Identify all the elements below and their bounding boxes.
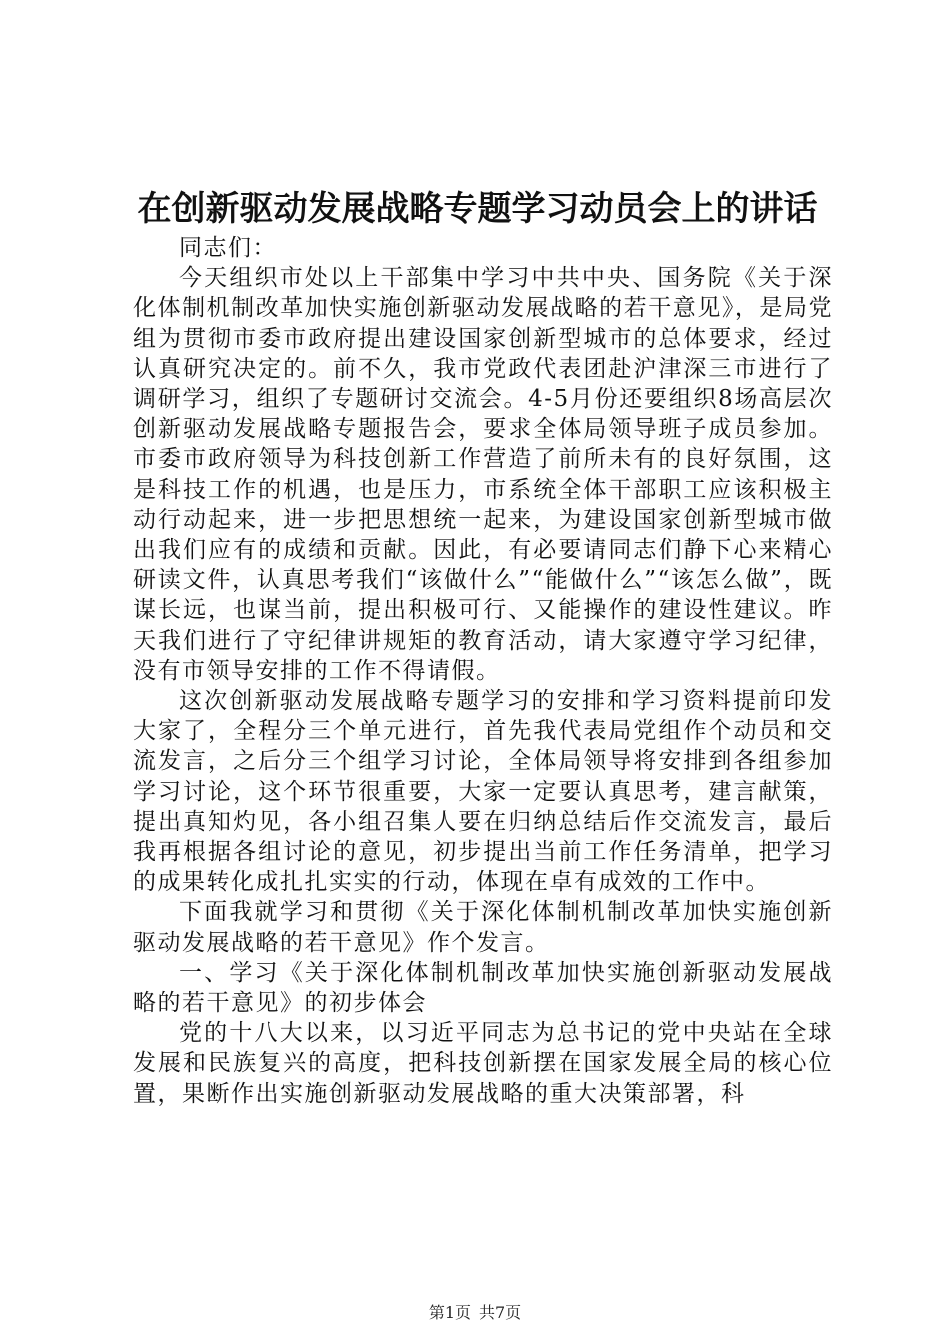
salutation: 同志们：	[179, 235, 277, 261]
document-body	[133, 233, 833, 1109]
body-paragraph: 下面我就学习和贯彻《关于深化体制机制改革加快实施创新驱动发展战略的若干意见》作个发言。	[133, 899, 833, 956]
section-heading: 一、学习《关于深化体制机制改革加快实施创新驱动发展战略的若干意见》的初步体会	[133, 959, 833, 1017]
page-number: 第1页	[428, 1303, 471, 1322]
body-paragraph: 这次创新驱动发展战略专题学习的安排和学习资料提前印发大家了，全程分三个单元进行，首先我代表局党组作个动员和交流发言，之后分三个组学习讨论，全体局领导将安排到各组参加学习讨论，这个环节很重要，大家一定要认真思考，建言献策，提出真知灼见，各小组召集人要在归纳总结后作交流发言，最后我再根据各组讨论的意见，初步提出当前工作任务清单，把学习的成果转化成扎扎实实的行动，体现在卓有成效的工作中。	[133, 688, 833, 896]
body-paragraph: 党的十八大以来，以习近平同志为总书记的党中央站在全球发展和民族复兴的高度，把科技创新摆在国家发展全局的核心位置，果断作出实施创新驱动发展战略的重大决策部署，科	[133, 1020, 833, 1107]
page-total: 共7页	[479, 1303, 522, 1322]
document-title: 在创新驱动发展战略专题学习动员会上的讲话	[137, 189, 818, 229]
body-paragraph: 今天组织市处以上干部集中学习中共中央、国务院《关于深化体制机制改革加快实施创新驱动发展战略的若干意见》，是局党组为贯彻市委市政府提出建设国家创新型城市的总体要求，经过认真研究决定的。前不久，我市党政代表团赴沪津深三市进行了调研学习，组织了专题研讨交流会。4-5月份还要组织8场高层次创新驱动发展战略专题报告会，要求全体局领导班子成员参加。市委市政府领导为科技创新工作营造了前所未有的良好氛围，这是科技工作的机遇，也是压力，市系统全体干部职工应该积极主动行动起来，进一步把思想统一起来，为建设国家创新型城市做出我们应有的成绩和贡献。因此，有必要请同志们静下心来精心研读文件，认真思考我们“该做什么”“能做什么”“该怎么做”，既谋长远，也谋当前，提出积极可行、又能操作的建设性建议。昨天我们进行了守纪律讲规矩的教育活动，请大家遵守学习纪律，没有市领导安排的工作不得请假。	[133, 265, 833, 684]
page-footer	[0, 1302, 950, 1324]
